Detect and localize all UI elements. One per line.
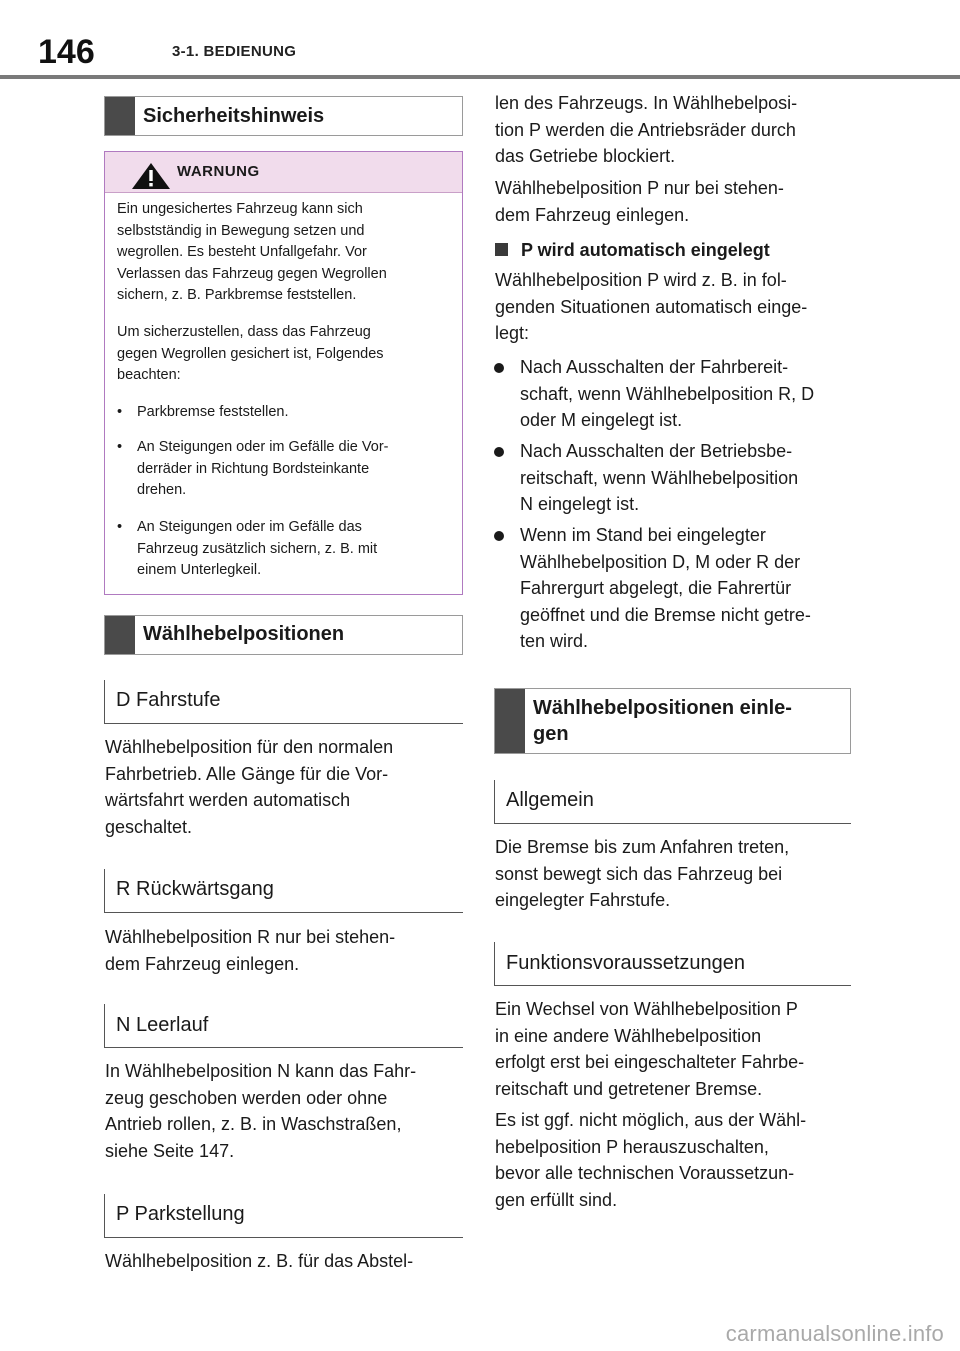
body-text-requirements-2: Es ist ggf. nicht möglich, aus der Wähl- hebelposition P herauszuschalten, bevor alle technischen Voraussetzun- gen erfüllt sind. [495,1110,807,1210]
square-bullet-icon [495,243,508,256]
list-item: Nach Ausschalten der Fahrbereit- schaft, wenn Wählhebelposition R, D oder M eingelegt ist. [494,354,854,434]
body-text-p-start: Wählhebelposition z. B. für das Abstel- [105,1251,414,1271]
list-item: Nach Ausschalten der Betriebsbe- reitschaft, wenn Wählhebelposition N eingelegt ist. [494,438,854,518]
chapter-title: 3-1. BEDIENUNG [172,43,297,60]
body-text-auto-p: Wählhebelposition P wird z. B. in fol- genden Situationen automatisch einge- legt: [495,270,808,343]
section-header-bar [105,616,135,654]
watermark-text: carmanualsonline.info [725,1321,944,1346]
warning-list-item: • An Steigungen oder im Gefälle das Fahrzeug zusätzlich sichern, z. B. mit einem Unterlegkeil. [117,519,378,578]
section-header-positions [104,615,463,655]
warning-box [104,151,463,595]
bullet-dot-icon [494,447,504,457]
section-header-safety [104,96,463,136]
bullet-symbol: • [117,439,123,455]
subheading-d: D Fahrstufe [104,680,463,724]
body-text-p-2: Wählhebelposition P nur bei stehen- dem Fahrzeug einlegen. [495,178,784,225]
body-text-r: Wählhebelposition R nur bei stehen- dem Fahrzeug einlegen. [105,927,396,974]
body-text-requirements-1: Ein Wechsel von Wählhebelposition P in eine andere Wählhebelposition erfolgt erst bei eingeschalteter Fahrbe- reitschaft und getretener Bremse. [495,999,805,1099]
body-text-general: Die Bremse bis zum Anfahren treten, sonst bewegt sich das Fahrzeug bei eingelegter Fahrstufe. [495,837,790,910]
subheading-n: N Leerlauf [104,1004,463,1048]
warning-title: WARNUNG [177,163,260,180]
subheading-general: Allgemein [494,780,851,824]
warning-triangle-icon [131,162,171,190]
section-title: Wählhebelpositionen einle- gen [533,697,792,745]
bullet-symbol: • [117,404,123,420]
bullet-dot-icon [494,363,504,373]
warning-paragraph: Ein ungesichertes Fahrzeug kann sich selbstständig in Bewegung setzen und wegrollen. Es besteht Unfallgefahr. Vor Verlassen das Fahrzeug gegen Wegrollen sichern, z. B. Parkbremse feststellen. [117,201,387,303]
body-text-n: In Wählhebelposition N kann das Fahr- zeug geschoben werden oder ohne Antrieb rollen, z. B. in Waschstraßen, siehe Seite 147. [105,1061,417,1161]
subheading-auto-p: P wird automatisch eingelegt [495,237,855,263]
body-text-p-continued: len des Fahrzeugs. In Wählhebelposi- tion P werden die Antriebsräder durch das Getriebe blockiert. [495,93,798,166]
section-header-bar [105,97,135,135]
section-header-engage [494,688,851,754]
subheading-requirements: Funktionsvoraussetzungen [494,942,851,986]
body-text-d: Wählhebelposition für den normalen Fahrbetrieb. Alle Gänge für die Vor- wärtsfahrt werden automatisch geschaltet. [105,737,394,837]
bullet-symbol: • [117,519,123,535]
warning-paragraph: Um sicherzustellen, dass das Fahrzeug gegen Wegrollen gesichert ist, Folgendes beachten: [117,324,384,383]
warning-list-item: • Parkbremse feststellen. [117,402,457,424]
warning-list-item: • An Steigungen oder im Gefälle die Vor- derräder in Richtung Bordsteinkante drehen. [117,439,389,498]
list-item: Wenn im Stand bei eingelegter Wählhebelposition D, M oder R der Fahrergurt abgelegt, die Fahrertür geöffnet und die Bremse nicht getre- ten wird. [494,522,854,656]
section-title: Sicherheitshinweis [143,105,325,127]
bullet-dot-icon [494,531,504,541]
section-title: Wählhebelpositionen [143,623,345,645]
section-header-bar [495,689,525,753]
subheading-p: P Parkstellung [104,1194,463,1238]
subheading-r: R Rückwärtsgang [104,869,463,913]
header-rule [0,75,960,79]
page-number: 146 [38,33,95,71]
